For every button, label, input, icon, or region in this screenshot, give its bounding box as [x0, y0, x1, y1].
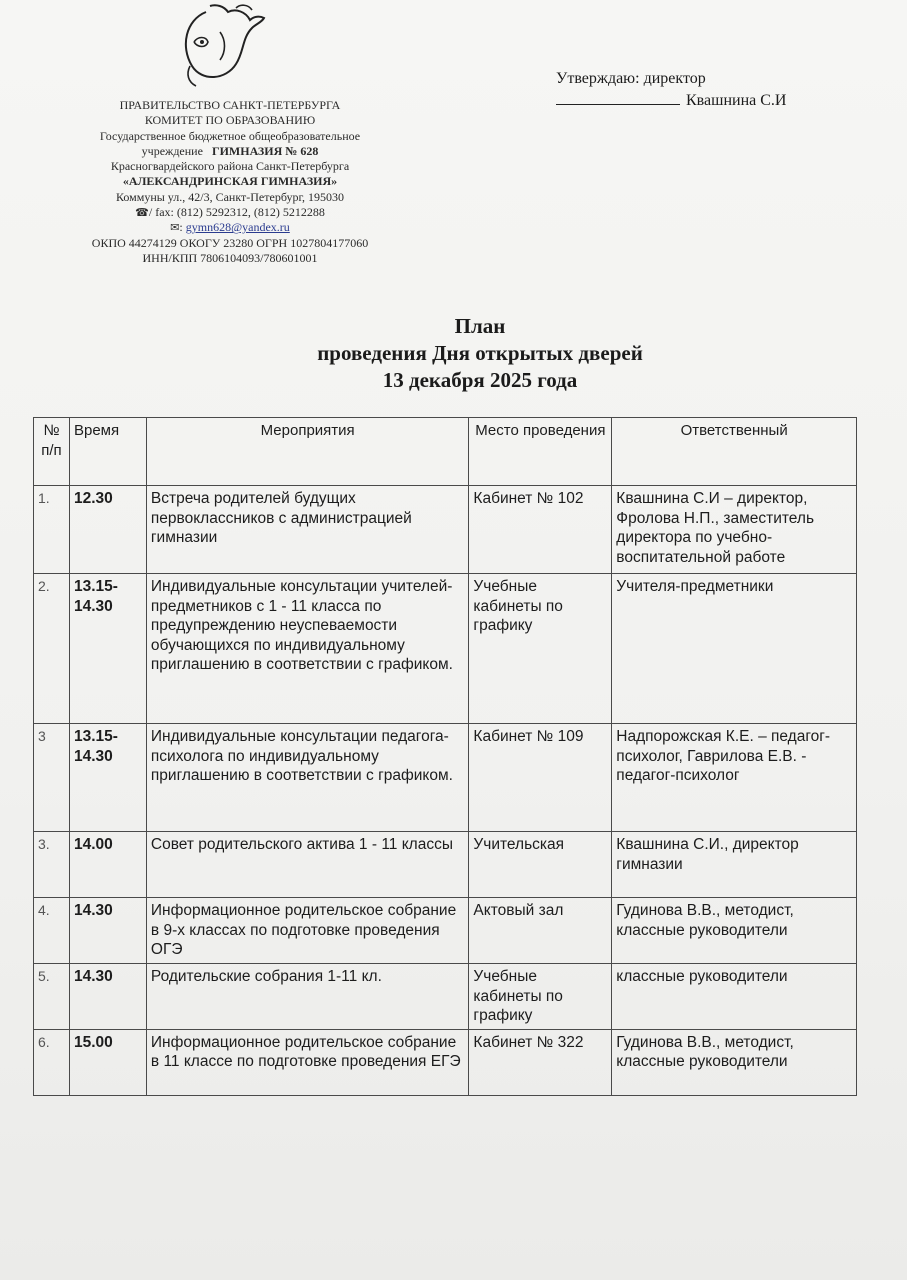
- signature-line: [556, 90, 680, 105]
- cell-resp: Гудинова В.В., методист, классные руководители: [612, 898, 857, 964]
- cell-event: Родительские собрания 1-11 кл.: [146, 964, 469, 1030]
- cell-resp: Надпорожская К.Е. – педагог-психолог, Гаврилова Е.В. - педагог-психолог: [612, 724, 857, 832]
- cell-event: Информационное родительское собрание в 11 классе по подготовке проведения ЕГЭ: [146, 1029, 469, 1095]
- table-header-row: [34, 418, 857, 486]
- cell-time: 14.30: [69, 898, 146, 964]
- cell-place: Учебные кабинеты по графику: [469, 964, 612, 1030]
- cell-place: Учебные кабинеты по графику: [469, 574, 612, 724]
- phone-icon: ☎: [135, 206, 149, 220]
- letterhead-email-link[interactable]: gymn628@yandex.ru: [185, 220, 290, 235]
- header-place: Место проведения: [469, 418, 612, 486]
- letterhead-committee: КОМИТЕТ ПО ОБРАЗОВАНИЮ: [144, 113, 316, 128]
- letterhead-inn: ИНН/КПП 7806104093/780601001: [142, 250, 318, 265]
- cell-num: 3.: [34, 832, 70, 898]
- header-event: Мероприятия: [146, 418, 469, 486]
- cell-event: Встреча родителей будущих первоклассников с администрацией гимназии: [146, 486, 469, 574]
- cell-time: 14.00: [69, 832, 146, 898]
- table-row: [34, 1029, 857, 1095]
- approval-title: Утверждаю: директор: [556, 70, 706, 87]
- letterhead-phone-line: [70, 205, 390, 220]
- title-line-1: План: [454, 314, 506, 338]
- cell-resp: Квашнина С.И., директор гимназии: [612, 832, 857, 898]
- letterhead-institution: Государственное бюджетное общеобразовательное: [99, 128, 361, 143]
- cell-num: 5.: [34, 964, 70, 1030]
- letterhead-government: ПРАВИТЕЛЬСТВО САНКТ-ПЕТЕРБУРГА: [119, 98, 341, 112]
- cell-event: Индивидуальные консультации учителей-предметников с 1 - 11 класса по предупреждению неуспеваемости обучающихся по индивидуальному приглашению в соответствии с графиком.: [146, 574, 469, 724]
- cell-event: Совет родительского актива 1 - 11 классы: [146, 832, 469, 898]
- cell-time: 14.30: [69, 964, 146, 1030]
- approval-signature: [556, 90, 786, 112]
- cell-place: Кабинет № 322: [469, 1029, 612, 1095]
- document-title: [180, 313, 780, 394]
- cell-resp: классные руководители: [612, 964, 857, 1030]
- cell-event: Индивидуальные консультации педагога-психолога по индивидуальному приглашению в соответствии с графиком.: [146, 724, 469, 832]
- title-line-2: проведения Дня открытых дверей: [317, 341, 643, 365]
- cell-num: 1.: [34, 486, 70, 574]
- header-time: Время: [69, 418, 146, 486]
- cell-place: Кабинет № 102: [469, 486, 612, 574]
- cell-num: 4.: [34, 898, 70, 964]
- envelope-icon: ✉: [170, 221, 180, 235]
- cell-event: Информационное родительское собрание в 9-х классах по подготовке проведения ОГЭ: [146, 898, 469, 964]
- cell-num: 2.: [34, 574, 70, 724]
- cell-place: Актовый зал: [469, 898, 612, 964]
- letterhead-codes: ОКПО 44274129 ОКОГУ 23280 ОГРН 1027804177060: [91, 235, 369, 250]
- table-row: [34, 964, 857, 1030]
- cell-resp: Квашнина С.И – директор, Фролова Н.П., заместитель директора по учебно-воспитательной работе: [612, 486, 857, 574]
- letterhead-school-number: ГИМНАЗИЯ № 628: [211, 143, 319, 158]
- cell-place: Кабинет № 109: [469, 724, 612, 832]
- letterhead-district: Красногвардейского района Санкт-Петербурга: [110, 159, 350, 174]
- table-row: [34, 898, 857, 964]
- cell-num: 6.: [34, 1029, 70, 1095]
- cell-time: 15.00: [69, 1029, 146, 1095]
- table-row: [34, 832, 857, 898]
- dove-logo-icon: [176, 2, 268, 88]
- table-row: [34, 724, 857, 832]
- cell-time: 13.15-14.30: [69, 574, 146, 724]
- cell-resp: Учителя-предметники: [612, 574, 857, 724]
- letterhead-address: Коммуны ул., 42/3, Санкт-Петербург, 195030: [115, 189, 345, 204]
- letterhead-email-prefix: :: [179, 220, 183, 235]
- approval-name: Квашнина С.И: [686, 92, 787, 109]
- letterhead-school-name: «АЛЕКСАНДРИНСКАЯ ГИМНАЗИЯ»: [122, 174, 338, 189]
- schedule-table: [33, 417, 857, 1096]
- cell-num: 3: [34, 724, 70, 832]
- cell-place: Учительская: [469, 832, 612, 898]
- letterhead: [70, 98, 390, 266]
- cell-time: 12.30: [69, 486, 146, 574]
- cell-time: 13.15-14.30: [69, 724, 146, 832]
- header-num: № п/п: [34, 418, 70, 486]
- header-resp: Ответственный: [612, 418, 857, 486]
- letterhead-school-line: [70, 144, 390, 159]
- title-line-3: 13 декабря 2025 года: [382, 368, 578, 392]
- letterhead-phone: / fax: (812) 5292312, (812) 5212288: [148, 205, 325, 220]
- approval-block: [556, 68, 786, 112]
- table-row: [34, 574, 857, 724]
- table-row: [34, 486, 857, 574]
- letterhead-institution-cont: учреждение: [141, 143, 203, 158]
- letterhead-email-line: [70, 220, 390, 235]
- cell-resp: Гудинова В.В., методист, классные руководители: [612, 1029, 857, 1095]
